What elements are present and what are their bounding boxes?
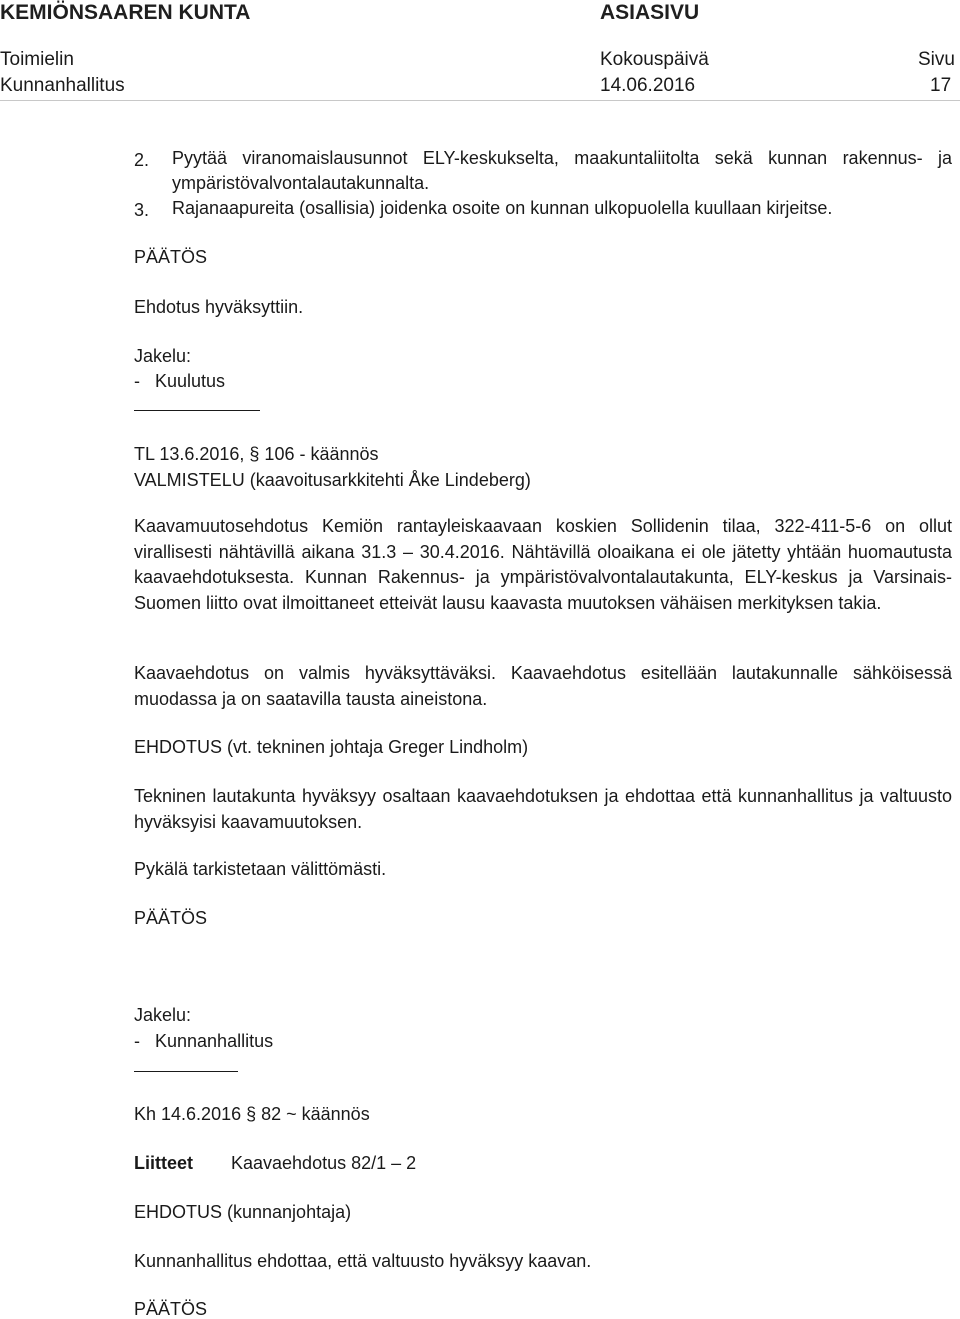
page-label: Sivu: [918, 49, 955, 70]
document-type: ASIASIVU: [600, 1, 700, 24]
list-item: Rajanaapureita (osallisia) joidenka osoite on kunnan ulkopuolella kuullaan kirjeitse.: [172, 198, 833, 218]
date-value: 14.06.2016: [600, 75, 696, 96]
organization-name: KEMIÖNSAAREN KUNTA: [0, 1, 251, 24]
proposal-heading: EHDOTUS (kunnanjohtaja): [134, 1202, 352, 1222]
preparation-heading: VALMISTELU (kaavoitusarkkitehti Åke Lindeberg): [134, 470, 531, 490]
list-item: Pyytää viranomaislausunnot ELY-keskukselta, maakuntaliitolta sekä kunnan rakennus- ja ympäristövalvontalautakunnalta.: [172, 148, 952, 193]
decision-heading: PÄÄTÖS: [134, 908, 208, 928]
list-number: 3.: [134, 200, 150, 220]
proposal-text: Tekninen lautakunta hyväksyy osaltaan kaavaehdotuksen ja ehdottaa että kunnanhallitus ja valtuusto hyväksyisi kaavamuutoksen.: [134, 786, 952, 832]
tl-paragraph-1: Kaavamuutosehdotus Kemiön rantayleiskaavaan koskien Sollidenin tilaa, 322-411-5-6 on ollut virallisesti nähtävillä aikana 31.3 – 30.4.2016. Nähtävillä oloaikana ei ole jätetty yhtään huomautusta kaavaehdotuksesta. Kunnan Rakennus- ja ympäristövalvontalautakunta, ELY-keskus ja Varsinais-Suomen liitto ovat ilmoittaneet etteivät lausu kaavasta muutoksen vähäisen merkityksen takia.: [134, 516, 952, 613]
distribution-label: Jakelu:: [134, 346, 192, 366]
distribution-label: Jakelu:: [134, 1005, 192, 1025]
distribution-item: - Kunnanhallitus: [134, 1031, 274, 1051]
body-value: Kunnanhallitus: [0, 75, 125, 96]
attachments-label: Liitteet: [134, 1153, 194, 1173]
decision-heading: PÄÄTÖS: [134, 247, 208, 267]
distribution-item: - Kuulutus: [134, 371, 226, 391]
date-label: Kokouspäivä: [600, 49, 709, 70]
section-separator: [134, 410, 260, 411]
proposal-text: Kunnanhallitus ehdottaa, että valtuusto hyväksyy kaavan.: [134, 1251, 592, 1271]
body-label: Toimielin: [0, 49, 74, 70]
kh-reference: Kh 14.6.2016 § 82 ~ käännös: [134, 1104, 370, 1124]
check-text: Pykälä tarkistetaan välittömästi.: [134, 859, 387, 879]
page-number: 17: [930, 75, 952, 96]
list-number: 2.: [134, 150, 150, 170]
decision-text: Ehdotus hyväksyttiin.: [134, 297, 304, 317]
section-separator: [134, 1071, 238, 1072]
tl-reference: TL 13.6.2016, § 106 - käännös: [134, 444, 379, 464]
tl-paragraph-2: Kaavaehdotus on valmis hyväksyttäväksi. Kaavaehdotus esitellään lautakunnalle sähköisessä muodassa ja on saatavilla tausta aineistona.: [134, 663, 952, 709]
attachments-value: Kaavaehdotus 82/1 – 2: [231, 1153, 417, 1173]
proposal-heading: EHDOTUS (vt. tekninen johtaja Greger Lindholm): [134, 737, 529, 757]
decision-heading: PÄÄTÖS: [134, 1299, 208, 1319]
